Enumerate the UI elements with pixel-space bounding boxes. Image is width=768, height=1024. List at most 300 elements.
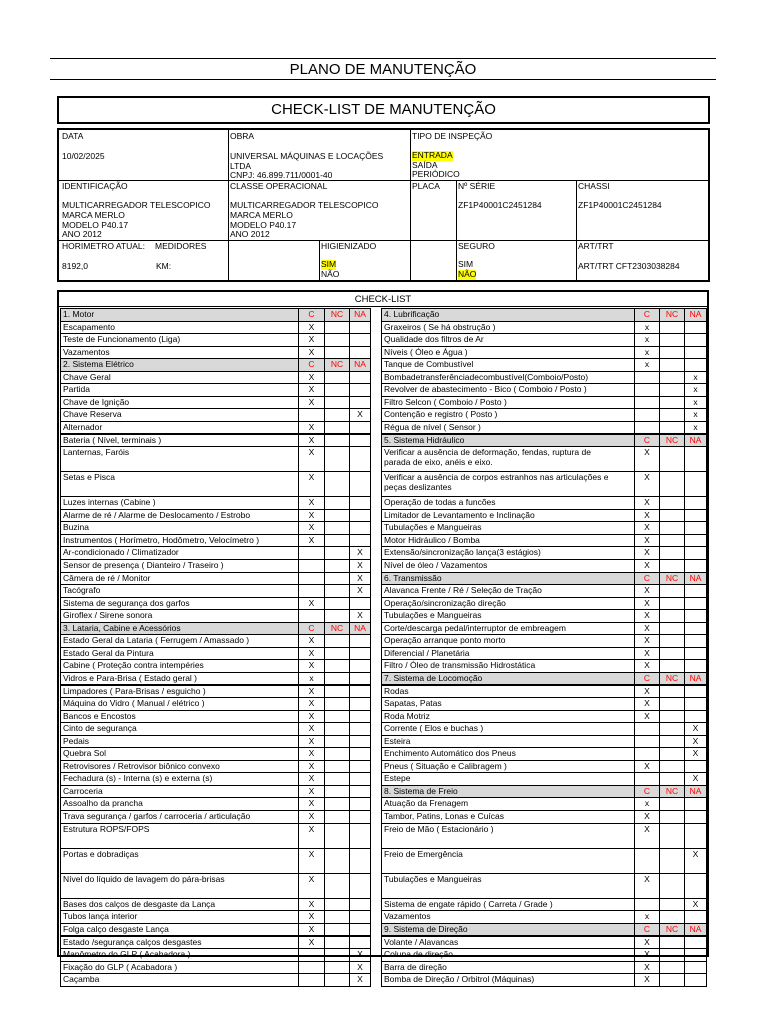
nc-cell [659, 723, 684, 735]
c-cell: X [298, 748, 324, 760]
c-cell: X [298, 522, 324, 534]
c-cell: X [298, 347, 324, 359]
nc-cell [324, 547, 349, 559]
na-cell [349, 924, 370, 936]
ident-line: ANO 2012 [62, 229, 102, 239]
c-cell: X [298, 334, 324, 346]
obra-value: UNIVERSAL MÁQUINAS E LOCAÇÕES LTDA [230, 151, 384, 171]
nc-cell [324, 686, 349, 698]
checklist-row [381, 546, 707, 560]
item-label: Freio de Emergência [384, 848, 463, 859]
nc-cell [324, 974, 349, 986]
nc-cell [324, 372, 349, 384]
c-cell: X [634, 648, 659, 660]
item-label: Tubulações e Mangueiras [384, 522, 482, 533]
na-cell: X [349, 974, 370, 986]
checklist-row [381, 910, 707, 924]
item-label: Nível do líquido de lavagem do pára-brisas [63, 873, 225, 884]
nc-cell: NC [324, 309, 349, 321]
nc-cell [324, 874, 349, 898]
c-cell: C [634, 435, 659, 447]
seg-nao: NÃO [458, 269, 477, 279]
item-label: Buzina [63, 522, 89, 533]
checklist-row [381, 697, 707, 711]
serie-label: Nº SÉRIE [458, 181, 496, 191]
na-cell [349, 686, 370, 698]
checklist-row [381, 722, 707, 736]
na-cell [684, 347, 706, 359]
item-label: Vazamentos [384, 911, 431, 922]
item-label: Chave Reserva [63, 409, 122, 420]
na-cell [349, 510, 370, 522]
c-cell: X [634, 497, 659, 509]
c-cell: X [634, 585, 659, 597]
item-label: Bases dos calços de desgaste da Lança [63, 898, 216, 909]
na-cell: NA [684, 673, 706, 685]
checklist-row [60, 546, 371, 560]
nc-cell: NC [659, 573, 684, 585]
c-cell: X [634, 472, 659, 496]
nc-cell [324, 585, 349, 597]
checklist-row [381, 396, 707, 410]
c-cell: C [634, 924, 659, 936]
c-cell: X [298, 698, 324, 710]
ident-label: IDENTIFICAÇÃO [62, 181, 128, 191]
c-cell: X [298, 899, 324, 911]
item-label: Carroceria [63, 785, 103, 796]
checklist-row [381, 521, 707, 535]
c-cell: x [634, 798, 659, 810]
na-cell [349, 748, 370, 760]
nc-cell [659, 535, 684, 547]
item-label: Ar-condicionado / Climatizador [63, 547, 179, 558]
section-label: 3. Lataria, Cabine e Acessórios [63, 622, 181, 633]
nc-cell [324, 811, 349, 823]
checklist-row [381, 760, 707, 774]
c-cell [298, 409, 324, 421]
nc-cell [324, 510, 349, 522]
item-label: Filtro Selcon ( Comboio / Posto ) [384, 396, 507, 407]
c-cell [298, 962, 324, 974]
nc-cell [659, 522, 684, 534]
na-cell: NA [684, 924, 706, 936]
nc-cell [324, 949, 349, 961]
c-cell: x [298, 673, 324, 685]
seg-sim: SIM [458, 259, 474, 269]
c-cell: x [634, 347, 659, 359]
na-cell: X [684, 748, 706, 760]
na-cell [349, 874, 370, 898]
na-cell [684, 585, 706, 597]
c-cell: x [634, 359, 659, 371]
na-cell [349, 711, 370, 723]
nc-cell [324, 384, 349, 396]
item-label: Limpadores ( Para-Brisas / esguicho ) [63, 685, 206, 696]
checklist-row [60, 396, 371, 410]
nc-cell [659, 322, 684, 334]
na-cell [684, 949, 706, 961]
c-cell: X [298, 811, 324, 823]
nc-cell [324, 748, 349, 760]
na-cell [684, 911, 706, 923]
nc-cell [659, 359, 684, 371]
checklist-row [60, 823, 371, 849]
c-cell: X [634, 535, 659, 547]
c-cell: X [634, 447, 659, 471]
item-label: Giroflex / Sirene sonora [63, 610, 153, 621]
checklist-row [60, 785, 371, 799]
na-cell [684, 510, 706, 522]
nc-cell [659, 547, 684, 559]
checklist-row [60, 597, 371, 611]
checklist-row [381, 346, 707, 360]
checklist-row [381, 823, 707, 849]
item-label: Alavanca Frente / Ré / Seleção de Tração [384, 585, 542, 596]
na-cell [349, 535, 370, 547]
checklist-row [60, 722, 371, 736]
na-cell: X [684, 773, 706, 785]
item-label: Alternador [63, 421, 103, 432]
item-label: Contenção e registro ( Posto ) [384, 409, 498, 420]
na-cell: NA [349, 309, 370, 321]
item-label: Verificar a ausência de deformação, fendas, ruptura de parada de eixo, anéis e eixo. [384, 447, 591, 468]
art-label: ART/TRT [578, 241, 614, 251]
data-label: DATA [62, 131, 84, 141]
nc-cell [324, 711, 349, 723]
c-cell [298, 974, 324, 986]
nc-cell [324, 849, 349, 873]
nc-cell [659, 447, 684, 471]
c-cell: X [634, 811, 659, 823]
nc-cell [659, 686, 684, 698]
checklist-row [60, 634, 371, 648]
nc-cell [324, 911, 349, 923]
checklist-row [381, 509, 707, 523]
item-label: Sistema de engate rápido ( Carreta / Grade ) [384, 898, 553, 909]
nc-cell [659, 635, 684, 647]
c-cell: C [634, 786, 659, 798]
c-cell: X [298, 472, 324, 496]
na-cell: X [349, 547, 370, 559]
nc-cell [324, 598, 349, 610]
na-cell [684, 962, 706, 974]
c-cell [634, 899, 659, 911]
classe-line: MODELO P40.17 [230, 220, 297, 230]
checklist-row [381, 408, 707, 422]
na-cell [349, 673, 370, 685]
km-label: KM: [156, 261, 172, 271]
na-cell: X [349, 949, 370, 961]
item-label: Régua de nível ( Sensor ) [384, 421, 481, 432]
nc-cell [659, 397, 684, 409]
checklist-row [60, 760, 371, 774]
c-cell: X [298, 648, 324, 660]
checklist-row [60, 446, 371, 472]
item-label: Alarme de ré / Alarme de Deslocamento / Estrobo [63, 509, 251, 520]
nc-cell [659, 974, 684, 986]
checklist-row [381, 634, 707, 648]
section-header-row [381, 308, 707, 322]
item-label: Instrumentos ( Horímetro, Hodômetro, Velocímetro ) [63, 534, 260, 545]
item-label: Estado Geral da Lataria ( Ferrugem / Amassado ) [63, 635, 250, 646]
nc-cell [324, 786, 349, 798]
seguro-label: SEGURO [458, 241, 495, 251]
c-cell: C [298, 359, 324, 371]
checklist-row [381, 559, 707, 573]
item-label: Tambor, Patins, Lonas e Cuícas [384, 811, 505, 821]
c-cell: C [298, 309, 324, 321]
nc-cell [324, 522, 349, 534]
checklist-row [60, 371, 371, 385]
na-cell: x [684, 422, 706, 434]
item-label: Teste de Funcionamento (Liga) [63, 334, 181, 345]
section-header-row [381, 923, 707, 937]
horimetro-label: HORIMETRO ATUAL: [62, 241, 145, 251]
nc-cell [659, 761, 684, 773]
c-cell: X [634, 635, 659, 647]
c-cell: X [634, 547, 659, 559]
nc-cell [659, 949, 684, 961]
checklist-title: CHECK-LIST DE MANUTENÇÃO [57, 96, 710, 124]
item-label: Roda Motriz [384, 710, 430, 721]
c-cell [298, 573, 324, 585]
na-cell [349, 937, 370, 949]
checklist-row [381, 735, 707, 749]
nc-cell [659, 748, 684, 760]
classe-line: MARCA MERLO [230, 210, 293, 220]
item-label: Setas e Pisca [63, 472, 115, 483]
nc-cell [324, 660, 349, 672]
c-cell [298, 610, 324, 622]
nc-cell [659, 372, 684, 384]
na-cell [349, 472, 370, 496]
nc-cell [324, 635, 349, 647]
nc-cell [324, 322, 349, 334]
nc-cell [324, 937, 349, 949]
c-cell [634, 773, 659, 785]
item-label: Tubulações e Mangueiras [384, 873, 482, 884]
higienizado-label: HIGIENIZADO [321, 241, 377, 251]
c-cell: X [634, 510, 659, 522]
item-label: Estado /segurança calços desgastes [63, 936, 202, 947]
checklist-row [381, 659, 707, 673]
c-cell: X [298, 497, 324, 509]
nc-cell [659, 773, 684, 785]
na-cell [684, 472, 706, 496]
c-cell: C [634, 309, 659, 321]
na-cell [684, 560, 706, 572]
na-cell: NA [684, 435, 706, 447]
nc-cell [659, 962, 684, 974]
checklist-row [381, 597, 707, 611]
na-cell [349, 911, 370, 923]
c-cell [634, 723, 659, 735]
item-label: Operação/sincronização direção [384, 597, 506, 608]
c-cell [298, 949, 324, 961]
obra-label: OBRA [230, 131, 255, 141]
nc-cell [659, 623, 684, 635]
item-label: Sistema de segurança dos garfos [63, 597, 190, 608]
c-cell [634, 849, 659, 873]
nc-cell [659, 334, 684, 346]
c-cell [634, 422, 659, 434]
na-cell [349, 723, 370, 735]
nc-cell [659, 347, 684, 359]
c-cell [634, 384, 659, 396]
na-cell [349, 397, 370, 409]
na-cell [349, 648, 370, 660]
item-label: Diferencial / Planetária [384, 647, 470, 658]
checklist-row [60, 408, 371, 422]
na-cell: x [684, 384, 706, 396]
checklist-row [381, 496, 707, 510]
nc-cell [659, 937, 684, 949]
nc-cell [659, 409, 684, 421]
na-cell [684, 359, 706, 371]
nc-cell: NC [659, 673, 684, 685]
checklist-row [381, 898, 707, 912]
na-cell [349, 786, 370, 798]
c-cell: X [634, 761, 659, 773]
nc-cell [659, 711, 684, 723]
c-cell [634, 372, 659, 384]
item-label: Sensor de presença ( Dianteiro / Traseiro ) [63, 560, 224, 570]
na-cell [349, 435, 370, 447]
na-cell [349, 773, 370, 785]
c-cell: X [298, 798, 324, 810]
nc-cell [659, 560, 684, 572]
item-label: Retrovisores / Retrovisor biônico convexo [63, 760, 220, 771]
checklist-row [60, 936, 371, 950]
na-cell [684, 811, 706, 823]
item-label: Portas e dobradiças [63, 848, 139, 859]
na-cell: X [349, 585, 370, 597]
c-cell: X [298, 937, 324, 949]
na-cell [684, 497, 706, 509]
hig-nao: NÃO [321, 269, 340, 279]
section-header-row [381, 572, 707, 586]
item-label: Fechadura (s) - Interna (s) e externa (s) [63, 773, 213, 784]
checklist-row [60, 848, 371, 874]
item-label: Coluna de direção [384, 949, 453, 960]
na-cell [349, 334, 370, 346]
checklist-row [60, 898, 371, 912]
item-label: Vidros e Para-Brisa ( Estado geral ) [63, 672, 198, 683]
item-label: Sapatas, Patas [384, 698, 442, 709]
na-cell [684, 535, 706, 547]
nc-cell [659, 798, 684, 810]
na-cell: X [684, 849, 706, 873]
item-label: Extensão/sincronização lança(3 estágios) [384, 547, 541, 558]
c-cell: X [298, 384, 324, 396]
na-cell [684, 686, 706, 698]
checklist-row [381, 685, 707, 699]
c-cell: X [298, 435, 324, 447]
c-cell: X [634, 711, 659, 723]
item-label: Escapamento [63, 321, 115, 332]
c-cell: X [634, 560, 659, 572]
nc-cell [659, 824, 684, 848]
c-cell: X [298, 635, 324, 647]
chassi-label: CHASSI [578, 181, 610, 191]
item-label: Manômetro do GLP ( Acabadora ) [63, 949, 191, 960]
na-cell: X [684, 723, 706, 735]
section-label: 2. Sistema Elétrico [63, 359, 134, 370]
item-label: Corrente ( Elos e buchas ) [384, 723, 484, 734]
na-cell [349, 347, 370, 359]
checklist-row [60, 509, 371, 523]
nc-cell [324, 347, 349, 359]
item-label: Chave Geral [63, 371, 111, 382]
c-cell: X [634, 962, 659, 974]
nc-cell [324, 773, 349, 785]
c-cell: C [634, 673, 659, 685]
c-cell: X [298, 510, 324, 522]
item-label: Tacógrafo [63, 585, 101, 596]
checklist-row [60, 697, 371, 711]
nc-cell [324, 422, 349, 434]
item-label: Esteira [384, 735, 411, 746]
checklist-row [381, 973, 707, 987]
na-cell [684, 874, 706, 898]
c-cell: X [298, 723, 324, 735]
checklist-row [381, 333, 707, 347]
checklist-row [381, 321, 707, 335]
art-value: ART/TRT CFT2303038284 [578, 261, 680, 271]
checklist-row [381, 446, 707, 472]
hig-sim: SIM [321, 259, 337, 269]
c-cell: X [634, 949, 659, 961]
na-cell [684, 522, 706, 534]
tipo-periodico: PERIÓDICO [412, 169, 460, 179]
na-cell [684, 447, 706, 471]
checklist-row [60, 810, 371, 824]
item-label: Cabine ( Proteção contra intempéries [63, 660, 204, 671]
nc-cell: NC [659, 435, 684, 447]
c-cell: X [298, 686, 324, 698]
item-label: Barra de direção [384, 961, 447, 972]
nc-cell [324, 673, 349, 685]
item-label: Caçamba [63, 974, 100, 985]
item-label: Estepe [384, 773, 411, 784]
nc-cell [659, 899, 684, 911]
nc-cell [324, 798, 349, 810]
na-cell: X [684, 736, 706, 748]
na-cell [349, 635, 370, 647]
checklist-row [60, 647, 371, 661]
nc-cell [659, 849, 684, 873]
ident-line: MULTICARREGADOR TELESCOPICO [62, 200, 211, 210]
na-cell [684, 798, 706, 810]
item-label: Revolver de abastecimento - Bico ( Comboio / Posto ) [384, 384, 587, 395]
nc-cell [324, 397, 349, 409]
section-label: 4. Lubrificação [384, 309, 440, 319]
c-cell [634, 736, 659, 748]
tipo-saida: SAÍDA [412, 160, 438, 170]
ident-line: MODELO P40.17 [62, 220, 129, 230]
c-cell [298, 560, 324, 572]
nc-cell: NC [659, 309, 684, 321]
nc-cell [324, 962, 349, 974]
section-header-row [381, 672, 707, 686]
na-cell [684, 598, 706, 610]
page-title: PLANO DE MANUTENÇÃO [50, 58, 716, 80]
item-label: Quebra Sol [63, 748, 106, 759]
item-label: Bomba de Direção / Orbitrol (Máquinas) [384, 974, 535, 985]
checklist-row [60, 572, 371, 586]
na-cell [349, 660, 370, 672]
c-cell: X [298, 874, 324, 898]
